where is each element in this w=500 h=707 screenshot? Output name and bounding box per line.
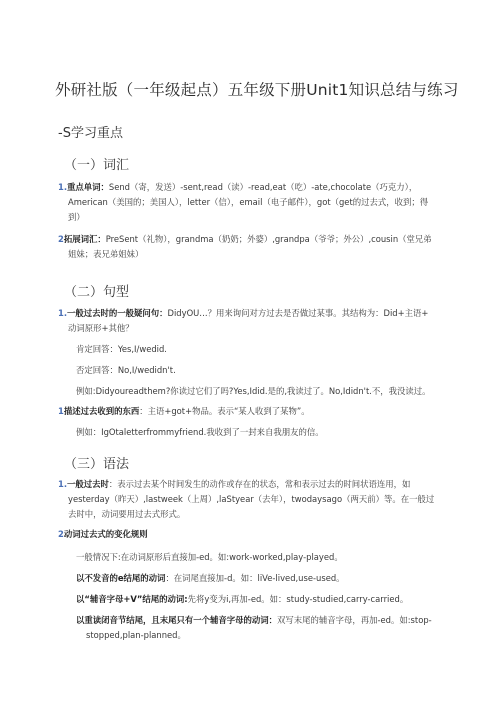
vocab-heading: （一）词汇 — [64, 158, 130, 173]
pattern-item-general-question — [58, 306, 478, 399]
item-label: 动词过去式的变化规则 — [63, 529, 148, 539]
item-label: 重点单词： — [67, 182, 109, 192]
example-sentence: 例如:Didyoureadthem?你读过它们了吗?Yes,Idid.是的,我读过了。No,Ididn't.不，我没读过。 — [76, 386, 431, 396]
rule-text: 双写末尾的辅音字母，再加-ed。如:stop- — [277, 615, 432, 625]
item-number: 1 — [58, 406, 64, 416]
rule-silent-e — [58, 571, 478, 586]
rule-double-consonant-line-2: stopped,plan-planned。 — [86, 630, 186, 640]
vocab-item-key-words — [58, 180, 478, 225]
item-text: ：主语+got+物品。表示“某人收到了某物”。 — [139, 406, 310, 416]
item-text-line-2: 动词原形+其他？ — [68, 323, 134, 333]
item-text: Send（寄，发送）-sent,read（读）-read,eat（吃）-ate,chocolate（巧克力）， — [108, 182, 418, 192]
item-text: ：表示过去某个时间发生的动作或存在的状态，常和表示过去的时间状语连用，如 — [108, 479, 411, 489]
item-text-line-3: 去时中，动词要用过去式形式。 — [68, 509, 186, 519]
rule-label: 以“辅音字母+V”结尾的动词: — [76, 594, 188, 604]
item-number: 1. — [58, 182, 68, 192]
vocab-item-extended-words — [58, 232, 478, 262]
negative-answer: 否定回答：No,I/wedidn't. — [76, 365, 176, 375]
document-title: 外研社版（一年级起点）五年级下册Unit1知识总结与练习 — [55, 81, 459, 99]
item-number: 2 — [58, 234, 64, 244]
pattern-item-received — [58, 404, 478, 440]
item-text-line-2: 姐妹；表兄弟姐妹） — [68, 249, 144, 259]
item-text: DidyOU…？用来询问对方过去是否做过某事。其结构为：Did+主语+ — [167, 308, 429, 318]
item-label: 拓展词汇： — [63, 234, 106, 244]
grammar-item-past-tense — [58, 477, 478, 522]
rule-consonant-y — [58, 592, 478, 607]
item-text: PreSent（礼物），grandma（奶奶；外婆）,grandpa（爷爷；外公）,cousin（堂兄弟 — [105, 234, 432, 244]
item-label: 一般过去时的一般疑问句： — [67, 308, 168, 318]
item-text-line-3: 到） — [68, 212, 85, 222]
rule-general: 一般情况下:在动词原形后直接加-ed。如:work-worked,play-played。 — [76, 552, 343, 562]
item-label: 一般过去时 — [67, 479, 109, 489]
affirmative-answer: 肯定回答：Yes,I/wedid. — [76, 344, 167, 354]
rule-double-consonant — [58, 613, 478, 628]
grammar-item-past-forms — [58, 527, 478, 643]
item-number: 2 — [58, 529, 64, 539]
item-label: 描述过去收到的东西 — [63, 406, 140, 416]
rule-label: 以重读闭音节结尾，且末尾只有一个辅音字母的动词： — [76, 615, 277, 625]
sentence-pattern-heading: （二）句型 — [64, 285, 130, 300]
section-subtitle: -S学习重点 — [58, 126, 123, 141]
item-number: 1. — [58, 479, 68, 489]
rule-label: 以不发音的e结尾的动词 — [76, 573, 166, 583]
example-sentence: 例如：IgOtaletterfrommyfriend.我收到了一封来自我朋友的信。 — [76, 427, 324, 437]
rule-text: ：在词尾直接加-d。如：liVe-lived,use-used。 — [165, 573, 345, 583]
item-text-line-2: American（美国的；美国人），letter（信），email（电子邮件），got（get的过去式，收到；得 — [68, 197, 429, 207]
rule-text: 先将y变为i,再加-ed。如：study-studied,carry-carried。 — [187, 594, 409, 604]
item-number: 1. — [58, 308, 68, 318]
grammar-heading: （三）语法 — [64, 457, 130, 472]
item-text-line-2: yesterday（昨天）,lastweek（上周）,laStyear（去年），twodaysago（两天前）等。在一般过 — [68, 494, 435, 504]
